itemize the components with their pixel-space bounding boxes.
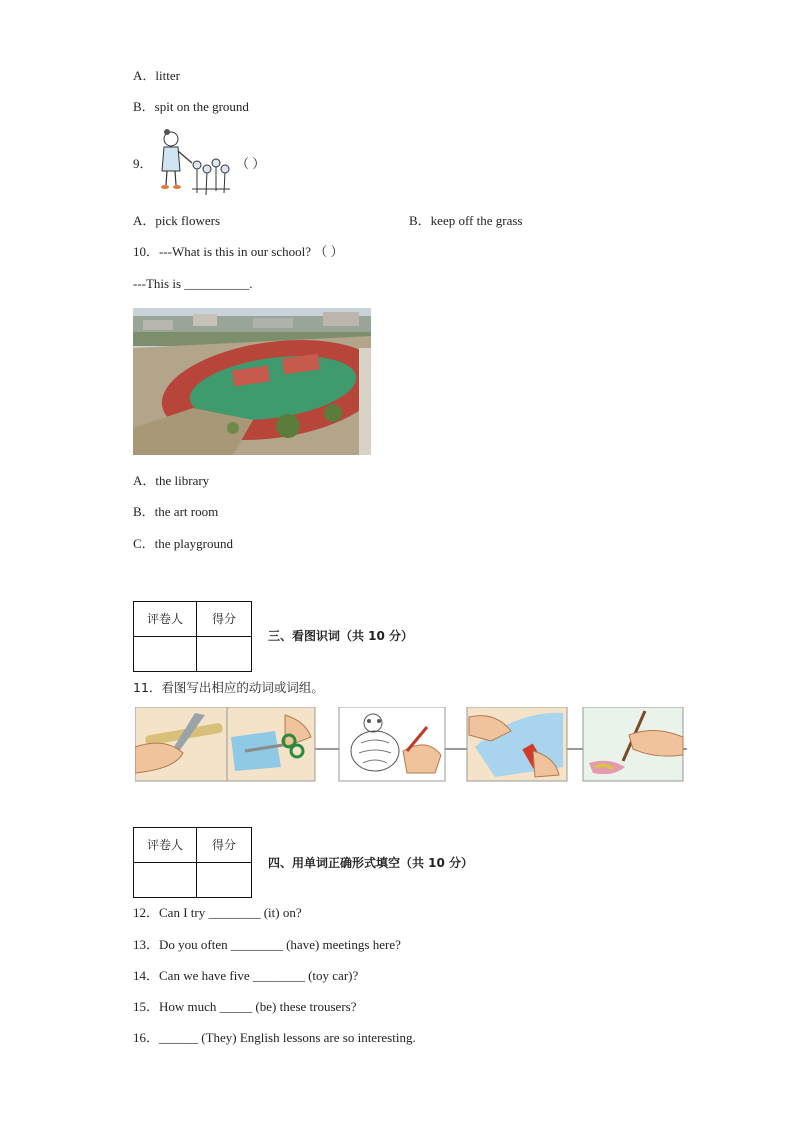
q11-instruction: 11．看图写出相应的动词或词组。 bbox=[133, 680, 324, 695]
q15: 15．How much _____ (be) these trousers? bbox=[133, 999, 357, 1014]
section4-score-box bbox=[133, 827, 252, 898]
girl-picking-flowers-illustration bbox=[152, 127, 232, 199]
painting-with-brush bbox=[583, 707, 683, 781]
q10-answer-line: ---This is __________. bbox=[133, 276, 253, 291]
q9-answer-bracket: （ ） bbox=[236, 156, 266, 171]
q8-option-b: B．spit on the ground bbox=[133, 99, 249, 114]
q10-question: 10．---What is this in our school? （ ） bbox=[133, 244, 344, 259]
section3-title: 三、看图识词（共 10 分） bbox=[268, 629, 414, 643]
q10-option-c: C．the playground bbox=[133, 536, 234, 551]
q9-number: 9． bbox=[133, 156, 153, 171]
section4-title: 四、用单词正确形式填空（共 10 分） bbox=[268, 856, 474, 870]
school-playground-photo bbox=[133, 308, 371, 455]
scorer-cell[interactable] bbox=[134, 637, 197, 671]
q12: 12．Can I try ________ (it) on? bbox=[133, 905, 302, 920]
score-label: 得分 bbox=[197, 602, 251, 637]
score-cell[interactable] bbox=[197, 637, 251, 671]
section3-score-box bbox=[133, 601, 252, 672]
q11-image-strip bbox=[135, 707, 687, 785]
q10-option-b: B．the art room bbox=[133, 504, 219, 519]
gluing-paper bbox=[467, 707, 567, 781]
score-label: 得分 bbox=[197, 828, 251, 863]
scorer-label: 评卷人 bbox=[134, 602, 197, 637]
drawing-cartoon-with-pencil bbox=[339, 707, 445, 781]
scorer-cell[interactable] bbox=[134, 863, 197, 897]
score-cell[interactable] bbox=[197, 863, 251, 897]
q13: 13．Do you often ________ (have) meetings here? bbox=[133, 937, 401, 952]
q9-option-b: B．keep off the grass bbox=[409, 213, 523, 228]
q16: 16．______ (They) English lessons are so interesting. bbox=[133, 1030, 416, 1045]
q8-option-a: A．litter bbox=[133, 68, 180, 83]
cutting-bamboo-with-knife bbox=[135, 707, 227, 781]
scorer-label: 评卷人 bbox=[134, 828, 197, 863]
q9-option-a: A．pick flowers bbox=[133, 213, 221, 228]
q10-option-a: A．the library bbox=[133, 473, 210, 488]
q14: 14．Can we have five ________ (toy car)? bbox=[133, 968, 359, 983]
cutting-paper-with-scissors bbox=[227, 707, 315, 781]
